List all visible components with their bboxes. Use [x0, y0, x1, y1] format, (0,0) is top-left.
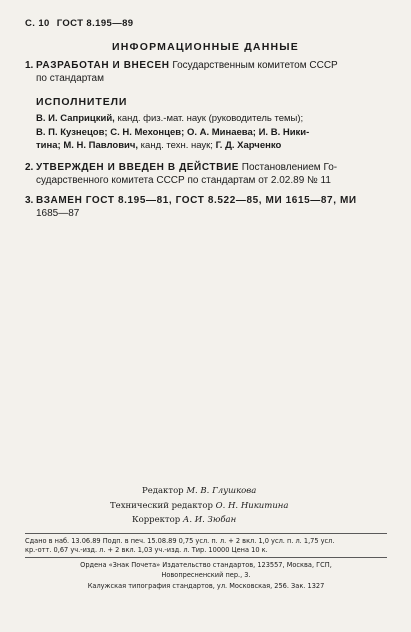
performers-line-1: [36, 112, 386, 126]
imprint-line-2: кр.-отт. 0,67 уч.-изд. л. + 2 вкл. 1,03 уч.-изд. л. Тир. 10000 Цена 10 к.: [25, 546, 268, 554]
item-number: 2.: [25, 162, 34, 173]
tech-editor-label: Технический редактор: [110, 500, 213, 511]
imprint-line-5: Калужская типография стандартов, ул. Московская, 256. Зак. 1327: [87, 582, 325, 590]
item-text: Государственным комитетом СССР: [169, 60, 338, 71]
imprint-line-1: Сдано в наб. 13.06.89 Подп. в печ. 15.08.89 0,75 усл. п. л. + 2 вкл. 1,0 усл. п. л. 1,75 усл.: [25, 537, 335, 545]
performers-line-2: В. П. Кузнецов; С. Н. Мехонцев; О. А. Минаева; И. В. Ники-: [36, 126, 310, 138]
item-continuation: по стандартам: [36, 73, 104, 84]
tech-editor-line: [110, 499, 288, 514]
editor-name: М. В. Глушкова: [186, 486, 257, 496]
corrector-line: [110, 513, 288, 528]
corrector-name: А. И. Зюбан: [182, 515, 237, 525]
item-continuation: сударственного комитета СССР по стандартам от 2.02.89 № 11: [36, 175, 331, 186]
editor-label: Редактор: [142, 486, 184, 496]
item-lead: РАЗРАБОТАН И ВНЕСЕН: [36, 60, 170, 71]
imprint-line-3: Ордена «Знак Почета» Издательство стандартов, 123557, Москва, ГСП,: [80, 561, 332, 569]
imprint-line-4: Новопресненский пер., 3.: [161, 571, 251, 579]
performer-name: Г. Д. Харченко: [212, 140, 282, 152]
info-item-1: [25, 59, 385, 85]
item-continuation: 1685—87: [36, 208, 80, 219]
divider-top: [25, 533, 387, 534]
corrector-label: Корректор: [132, 515, 181, 525]
performers-list: [36, 112, 386, 153]
info-item-3: [25, 194, 385, 220]
standard-code: ГОСТ 8.195—89: [56, 18, 134, 29]
page-header: [25, 18, 133, 29]
item-number: 1.: [25, 60, 34, 71]
item-text: Постановлением Го-: [239, 162, 338, 173]
performers-line-3: [36, 139, 386, 153]
performer-role: канд. физ.-мат. наук (руководитель темы);: [114, 113, 304, 124]
item-lead: УТВЕРЖДЕН И ВВЕДЕН В ДЕЙСТВИЕ: [36, 162, 240, 173]
divider-bottom: [25, 557, 387, 558]
info-item-2: [25, 161, 385, 187]
performer-name: тина; М. Н. Павлович,: [36, 140, 139, 152]
editor-line: [110, 484, 288, 499]
page-number: С. 10: [25, 18, 50, 29]
performer-role: канд. техн. наук;: [138, 140, 213, 152]
performer-name: В. И. Саприцкий,: [36, 113, 115, 124]
item-number: 3.: [25, 195, 34, 206]
editors-block: [110, 484, 288, 528]
item-lead: ВЗАМЕН ГОСТ 8.195—81, ГОСТ 8.522—85, МИ 1615—87, МИ: [36, 195, 357, 206]
section-title: ИНФОРМАЦИОННЫЕ ДАННЫЕ: [112, 41, 299, 53]
performers-heading: ИСПОЛНИТЕЛИ: [36, 96, 128, 108]
tech-editor-name: О. Н. Никитина: [215, 500, 289, 511]
